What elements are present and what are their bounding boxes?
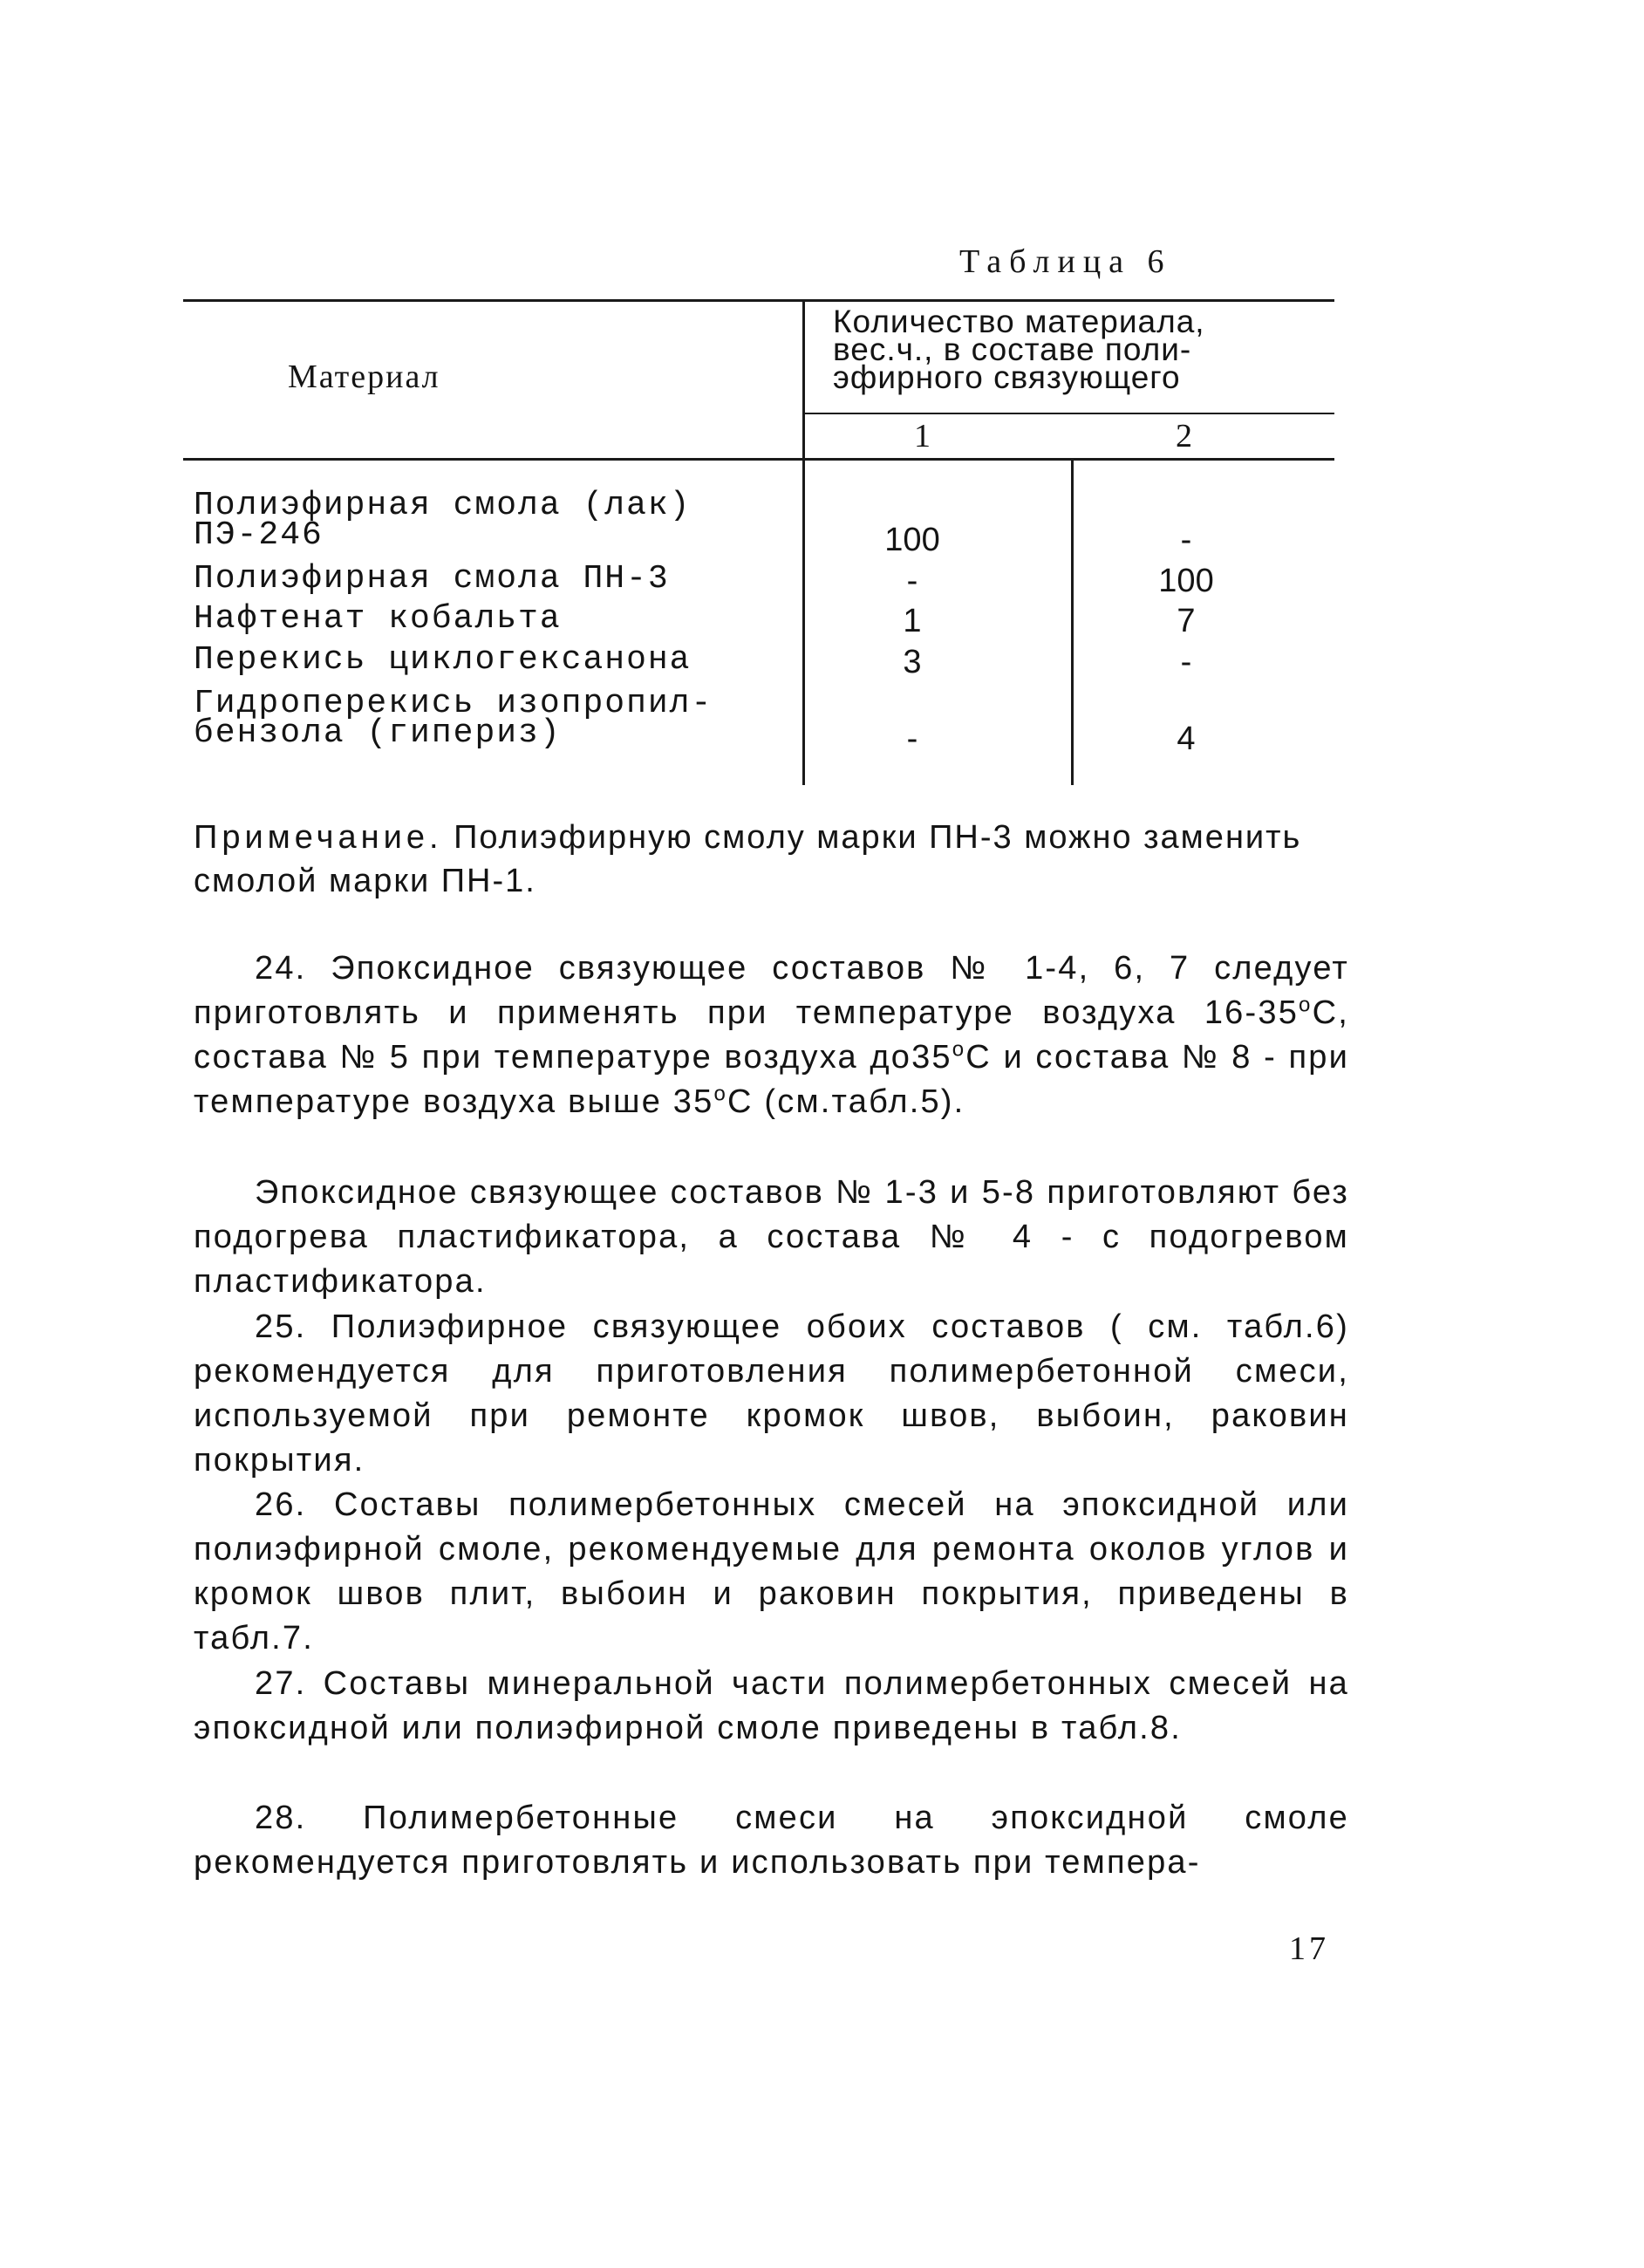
table-vertical-divider-2	[1071, 460, 1074, 785]
table-row-value-2: 100	[1158, 563, 1214, 599]
table-row-name: Перекись циклогексанона	[194, 641, 692, 679]
note-text: Полиэфирную смолу марки ПН-3 можно заменить смолой марки ПН-1.	[194, 819, 1302, 899]
table-row-value-1: 1	[903, 603, 922, 639]
page-number: 17	[1289, 1930, 1329, 1967]
table-row-value-1: -	[906, 563, 918, 599]
paragraph-text: С и состава № 8 - при температуре воздуха выше 35	[194, 1039, 1349, 1120]
table-header-material: Материал	[288, 359, 440, 395]
table-row-value-2: 7	[1177, 603, 1196, 639]
paragraph-26: 26. Составы полимербетонных смесей на эпоксидной или полиэфирной смоле, рекомендуемые для ремонта околов углов и кромок швов плит, выбоин и раковин покрытия, приведены в табл.7.	[194, 1486, 1349, 1657]
table-row-name: Гидроперекись изопропил- бензола (гипериз)	[194, 685, 713, 752]
note-label: Примечание.	[194, 819, 443, 856]
table-row-name: Нафтенат кобальта	[194, 600, 562, 638]
paragraph-28: 28. Полимербетонные смеси на эпоксидной смоле рекомендуется приготовлять и использовать при темпера-	[194, 1800, 1349, 1881]
table-header-bottom-rule	[183, 458, 1334, 461]
table-row-value-2: -	[1180, 522, 1192, 558]
degree-sign: о	[952, 1037, 966, 1062]
paragraph-27: 27. Составы минеральной части полимербетонных смесей на эпоксидной или полиэфирной смоле приведены в табл.8.	[194, 1665, 1349, 1746]
paragraph-text: С, состава № 5 при температуре воздуха до35	[194, 994, 1349, 1076]
table-row-name: Полиэфирная смола (лак) ПЭ-246	[194, 487, 692, 554]
table-subheader-rule	[804, 413, 1334, 414]
table-top-rule	[183, 299, 1334, 302]
paragraph-24-continued: Эпоксидное связующее составов № 1-3 и 5-8 приготовляют без подогрева пластификатора, а состава № 4 - с подогревом пластификатора.	[194, 1174, 1349, 1300]
table-header-quantity: Количество материала, вес.ч., в составе поли- эфирного связующего	[833, 304, 1205, 395]
paragraph-text: С (см.табл.5).	[727, 1083, 965, 1120]
degree-sign: о	[713, 1082, 728, 1106]
table-row-value-1: 100	[884, 522, 940, 558]
table-vertical-divider-1	[802, 301, 805, 785]
table-note	[194, 816, 1345, 903]
degree-sign: о	[1299, 993, 1313, 1017]
paragraph-24	[194, 946, 1349, 1124]
paragraph-text: 24. Эпоксидное связующее составов № 1-4, 6, 7 следует приготовлять и применять при температуре воздуха 16-35	[194, 950, 1349, 1031]
table-row-value-1: -	[906, 721, 918, 757]
table-caption: Таблица 6	[959, 243, 1172, 280]
table-column-1-header: 1	[914, 418, 931, 454]
table-row-value-1: 3	[903, 644, 922, 680]
paragraph-25: 25. Полиэфирное связующее обоих составов ( см. табл.6) рекомендуется для приготовления полимербетонной смеси, используемой при ремонте кромок швов, выбоин, раковин покрытия.	[194, 1308, 1349, 1479]
table-column-2-header: 2	[1176, 418, 1192, 454]
table-row-name: Полиэфирная смола ПН-3	[194, 560, 670, 598]
table-row-value-2: -	[1180, 644, 1192, 680]
table-row-value-2: 4	[1177, 721, 1196, 757]
